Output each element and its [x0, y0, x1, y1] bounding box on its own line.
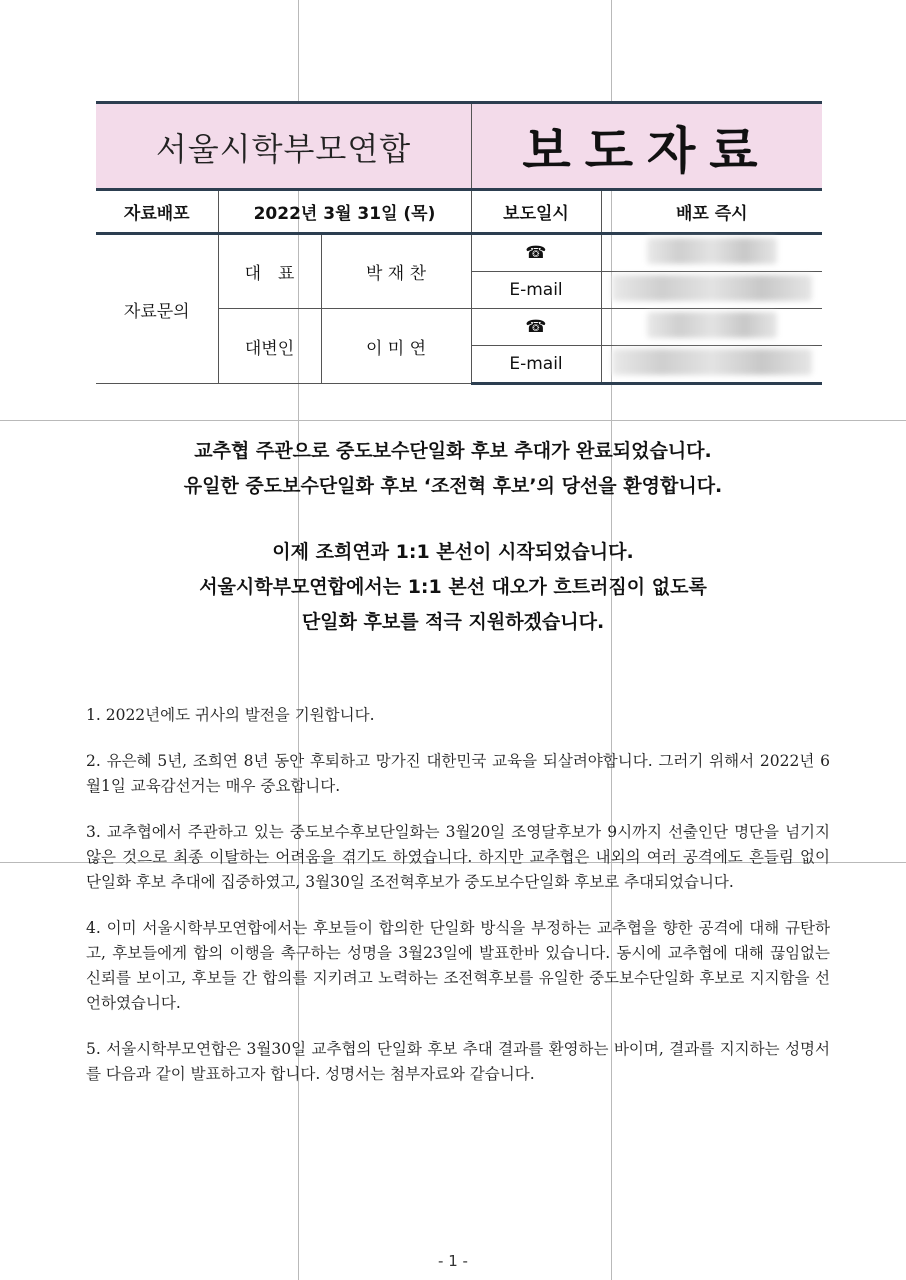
phone-value-redacted — [601, 234, 822, 272]
email-value-redacted — [601, 346, 822, 384]
org-name: 서울시학부모연합 — [96, 104, 472, 190]
press-header — [96, 101, 822, 190]
paragraph: 4. 이미 서울시학부모연합에서는 후보들이 합의한 단일화 방식을 부정하는 교추협을 향한 공격에 대해 규탄하고, 후보들에게 합의 이행을 촉구하는 성명을 3월23일에 발표한바 있습니다. 동시에 교추협에 대해 끊임없는 신뢰를 보이고, 후보들 간 합의를 지키려고 노력하는 조전혁후보를 유일한 중도보수단일화 후보로 지지함을 선언하였습니다. — [86, 919, 830, 1012]
paragraph: 5. 서울시학부모연합은 3월30일 교추협의 단일화 후보 추대 결과를 환영하는 바이며, 결과를 지지하는 성명서를 다음과 같이 발표하고자 합니다. 성명서는 첨부자료와 같습니다. — [86, 1040, 830, 1083]
contact-role: 대변인 — [218, 309, 321, 384]
report-label: 보도일시 — [471, 190, 601, 234]
release-info-table — [96, 188, 822, 385]
contact-name: 이 미 연 — [321, 309, 471, 384]
guide-line-horizontal-top — [0, 420, 906, 421]
press-release-title: 보도자료 — [522, 122, 772, 180]
headline-line: 이제 조희연과 1:1 본선이 시작되었습니다. — [272, 541, 634, 563]
paragraph: 1. 2022년에도 귀사의 발전을 기원합니다. — [86, 706, 375, 724]
contact-role: 대 표 — [218, 234, 321, 309]
paragraph: 3. 교추협에서 주관하고 있는 중도보수후보단일화는 3월20일 조영달후보가 9시까지 선출인단 명단을 넘기지 않은 것으로 최종 이탈하는 어려움을 겪기도 하였습니다. 하지만 교추협은 내외의 여러 공격에도 흔들림 없이 단일화 후보 추대에 집중하였고, 3월30일 조전혁후보가 중도보수단일화 후보로 추대되었습니다. — [86, 823, 830, 891]
headline-line: 유일한 중도보수단일화 후보 ‘조전혁 후보’의 당선을 환영합니다. — [183, 475, 723, 497]
email-value-redacted — [601, 272, 822, 309]
contact-name: 박 재 찬 — [321, 234, 471, 309]
page-number: - 1 - — [438, 1252, 468, 1270]
paragraph: 2. 유은혜 5년, 조희연 8년 동안 후퇴하고 망가진 대한민국 교육을 되살려야합니다. 그러기 위해서 2022년 6월1일 교육감선거는 매우 중요합니다. — [86, 752, 830, 795]
email-label: E-mail — [471, 346, 601, 384]
dist-label: 자료배포 — [96, 190, 218, 234]
phone-icon: ☎ — [471, 309, 601, 346]
body-text — [86, 703, 830, 1108]
dist-date: 2022년 3월 31일 (목) — [218, 190, 471, 234]
email-label: E-mail — [471, 272, 601, 309]
inquiry-label: 자료문의 — [96, 234, 218, 384]
phone-icon: ☎ — [471, 234, 601, 272]
headline-line: 서울시학부모연합에서는 1:1 본선 대오가 흐트러짐이 없도록 — [199, 576, 707, 598]
phone-value-redacted — [601, 309, 822, 346]
headline-line: 단일화 후보를 적극 지원하겠습니다. — [301, 611, 605, 633]
report-value: 배포 즉시 — [601, 190, 822, 234]
headline-line: 교추협 주관으로 중도보수단일화 후보 추대가 완료되었습니다. — [194, 440, 712, 462]
